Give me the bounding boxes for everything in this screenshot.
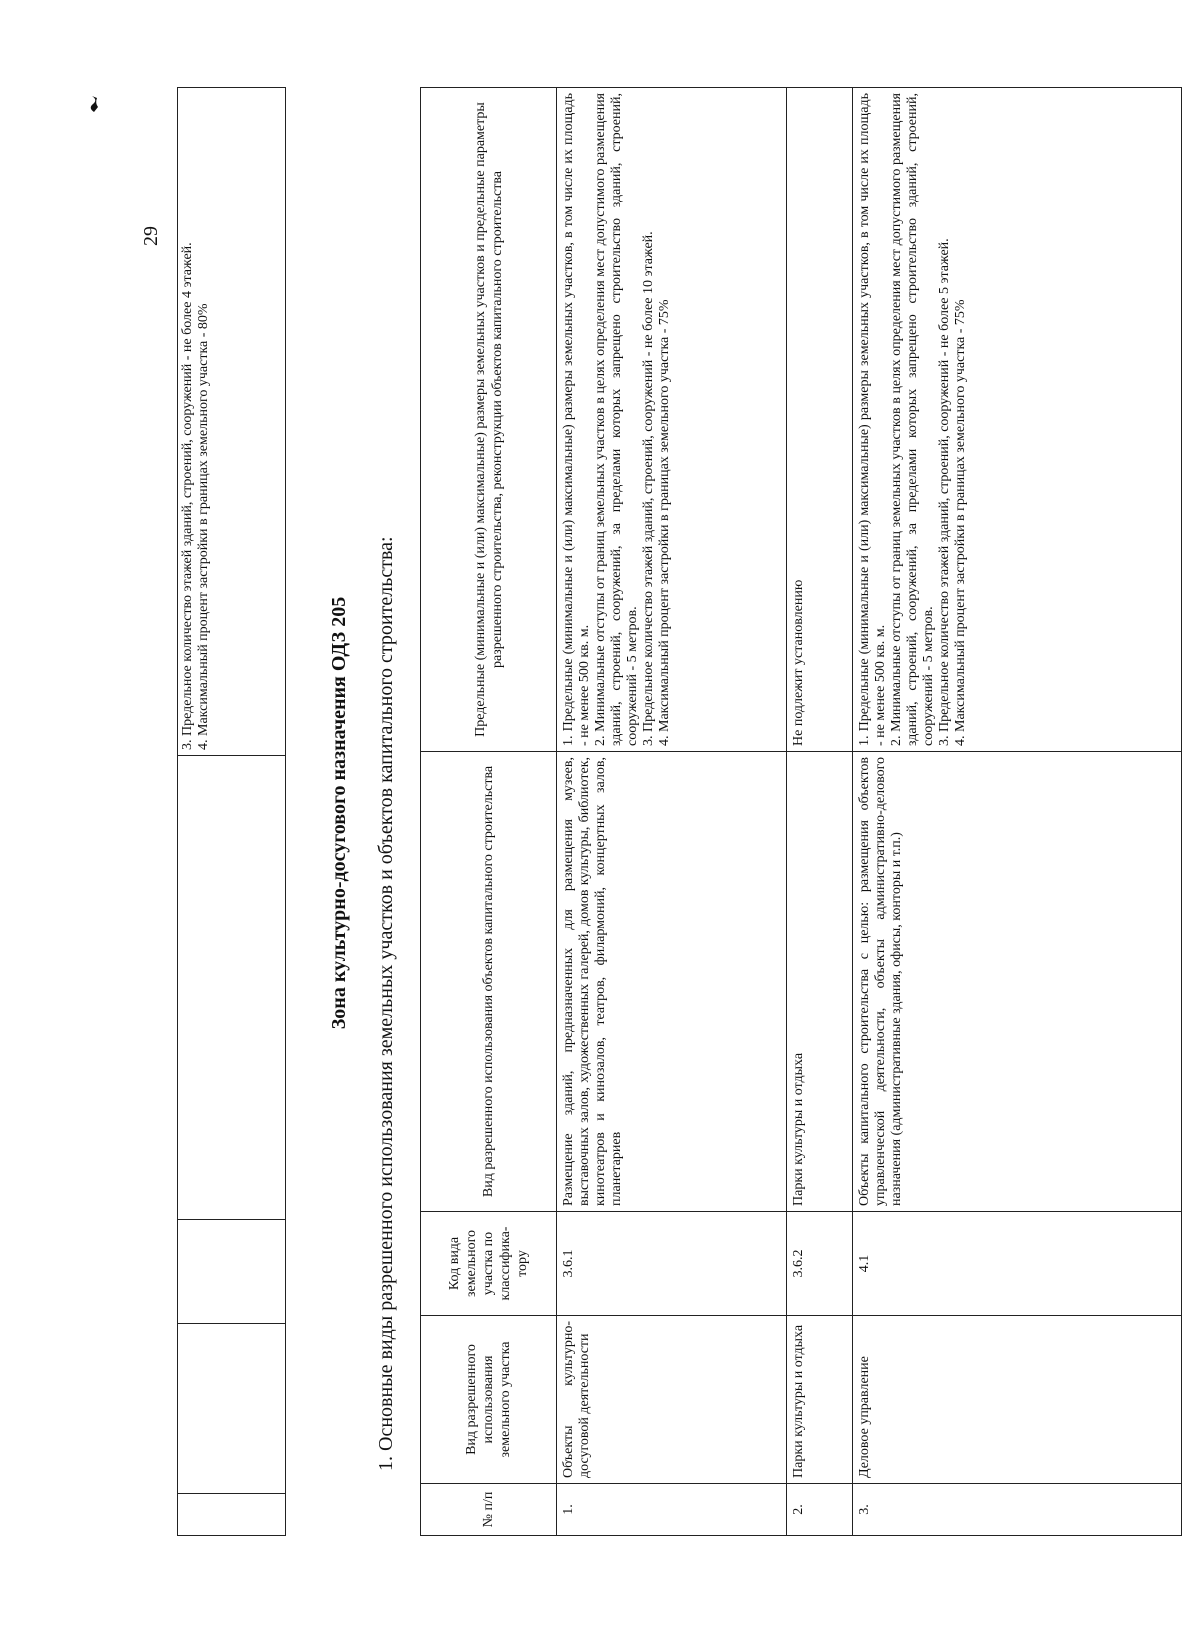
params-line: 3. Предельное количество этажей зданий, строений, сооружений - не более 4 этажей. <box>180 242 195 750</box>
table-header-row <box>421 88 557 1536</box>
row-land-use: Парки культуры и отдыха <box>787 1316 853 1484</box>
section-title: 1. Основные виды разрешенного использования земельных участков и объектов капитального строительства: <box>375 536 397 1471</box>
params-line: 1. Предельные (минимальные и (или) максимальные) размеры земельных участков, в том числе их площадь - не менее 500 кв. м. <box>561 93 592 746</box>
page-number: 29 <box>140 226 162 246</box>
row-code: 3.6.2 <box>787 1212 853 1316</box>
table-cell <box>178 1220 286 1324</box>
table-row <box>787 88 853 1536</box>
continuation-params-cell <box>178 88 286 756</box>
row-params <box>853 88 1182 752</box>
row-land-use: Объекты культурно-досуговой деятельности <box>557 1316 787 1484</box>
row-params <box>557 88 787 752</box>
continuation-table <box>177 87 286 1536</box>
row-num: 1. <box>557 1484 787 1536</box>
table-cell <box>178 1494 286 1536</box>
row-object-use: Размещение зданий, предназначенных для размещения музеев, выставочных залов, художественных галерей, домов культуры, библиотек, кинотеатров и кинозалов, театров, филармоний, концертных залов, планетариев <box>557 752 787 1212</box>
params-line: 4. Максимальный процент застройки в границах земельного участка - 75% <box>953 299 968 746</box>
params-line: Не подлежит установлению <box>791 579 806 746</box>
table-cell <box>178 1324 286 1494</box>
params-line: 2. Минимальные отступы от границ земельных участков в целях определения мест допустимого размещения зданий, строений, сооружений, за пределами которых запрещено строительство зданий, строений, сооружений - 5 метров. <box>889 93 936 746</box>
row-num: 2. <box>787 1484 853 1536</box>
row-code: 3.6.1 <box>557 1212 787 1316</box>
land-use-table <box>420 87 1182 1536</box>
header-land-use: Вид разрешенного использования земельного участка <box>421 1316 557 1484</box>
params-line: 1. Предельные (минимальные и (или) максимальные) размеры земельных участков, в том числе их площадь - не менее 500 кв. м. <box>857 93 888 746</box>
row-land-use: Деловое управление <box>853 1316 1182 1484</box>
header-code: Код вида земельного участка по классифика-тору <box>421 1212 557 1316</box>
row-object-use: Объекты капитального строительства с целью: размещения объектов управленческой деятельности, объекты административно-делового назначения (административные здания, офисы, конторы и т.п.) <box>853 752 1182 1212</box>
table-cell <box>178 756 286 1220</box>
scan-mark-icon <box>86 95 100 113</box>
row-num: 3. <box>853 1484 1182 1536</box>
row-object-use: Парки культуры и отдыха <box>787 752 853 1212</box>
params-line: 3. Предельное количество этажей зданий, строений, сооружений - не более 10 этажей. <box>641 231 656 746</box>
params-line: 4. Максимальный процент застройки в границах земельного участка - 80% <box>196 303 211 750</box>
params-line: 3. Предельное количество этажей зданий, строений, сооружений - не более 5 этажей. <box>937 238 952 746</box>
params-line: 2. Минимальные отступы от границ земельных участков в целях определения мест допустимого размещения зданий, строений, сооружений, за пределами которых запрещено строительство зданий, строений, сооружений - 5 метров. <box>593 93 640 746</box>
params-line: 4. Максимальный процент застройки в границах земельного участка - 75% <box>657 299 672 746</box>
table-row <box>853 88 1182 1536</box>
header-object-use: Вид разрешенного использования объектов капитального строительства <box>421 752 557 1212</box>
table-row <box>557 88 787 1536</box>
header-num: № п/п <box>421 1484 557 1536</box>
row-code: 4.1 <box>853 1212 1182 1316</box>
header-params: Предельные (минимальные и (или) максимальные) размеры земельных участков и предельные параметры разрешенного строительства, реконструкции объектов капитального строительства <box>421 88 557 752</box>
table-row <box>178 88 286 1536</box>
zone-title: Зона культурно-досугового назначения ОДЗ 205 <box>328 596 350 1030</box>
row-params <box>787 88 853 752</box>
